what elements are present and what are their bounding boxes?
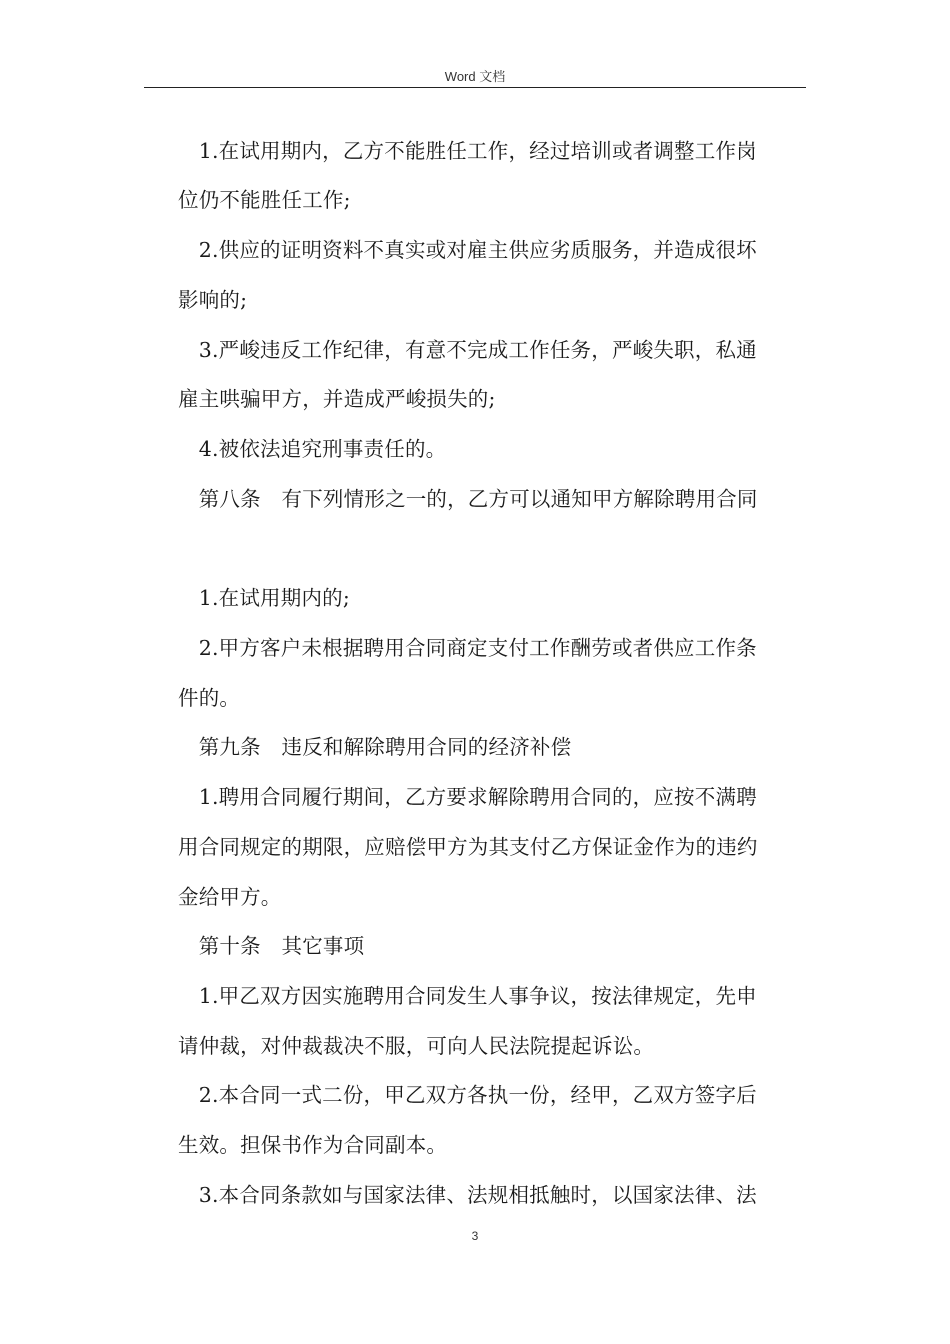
body-line: 金给甲方。 — [178, 885, 282, 909]
section-heading: 第八条 有下列情形之一的，乙方可以通知甲方解除聘用合同 — [178, 487, 758, 511]
body-line: 1.聘用合同履行期间，乙方要求解除聘用合同的，应按不满聘 — [178, 785, 757, 809]
section-heading: 第九条 违反和解除聘用合同的经济补偿 — [178, 735, 572, 759]
body-line: 件的。 — [178, 686, 241, 710]
body-line: 3.严峻违反工作纪律，有意不完成工作任务，严峻失职，私通 — [178, 338, 757, 362]
body-line: 生效。担保书作为合同副本。 — [178, 1133, 448, 1157]
body-line: 1.甲乙双方因实施聘用合同发生人事争议，按法律规定，先申 — [178, 984, 757, 1008]
body-line: 4.被依法追究刑事责任的。 — [178, 437, 447, 461]
body-line: 用合同规定的期限，应赔偿甲方为其支付乙方保证金作为的违约 — [178, 835, 758, 859]
body-line: 1.在试用期内，乙方不能胜任工作，经过培训或者调整工作岗 — [178, 139, 757, 163]
body-line: 3.本合同条款如与国家法律、法规相抵触时，以国家法律、法 — [178, 1183, 757, 1207]
body-line: 请仲裁，对仲裁裁决不服，可向人民法院提起诉讼。 — [178, 1034, 655, 1058]
body-line: 1.在试用期内的; — [178, 586, 350, 610]
page-number: 3 — [471, 1229, 479, 1243]
body-line: 2.本合同一式二份，甲乙双方各执一份，经甲，乙双方签字后 — [178, 1083, 757, 1107]
header-divider — [144, 87, 806, 88]
body-line: 位仍不能胜任工作; — [178, 188, 351, 212]
page-header: Word 文档 — [444, 69, 506, 84]
body-line: 雇主哄骗甲方，并造成严峻损失的; — [178, 387, 496, 411]
section-heading: 第十条 其它事项 — [178, 934, 365, 958]
body-line: 影响的; — [178, 288, 248, 312]
body-line: 2.甲方客户未根据聘用合同商定支付工作酬劳或者供应工作条 — [178, 636, 757, 660]
body-line: 2.供应的证明资料不真实或对雇主供应劣质服务，并造成很坏 — [178, 238, 757, 262]
